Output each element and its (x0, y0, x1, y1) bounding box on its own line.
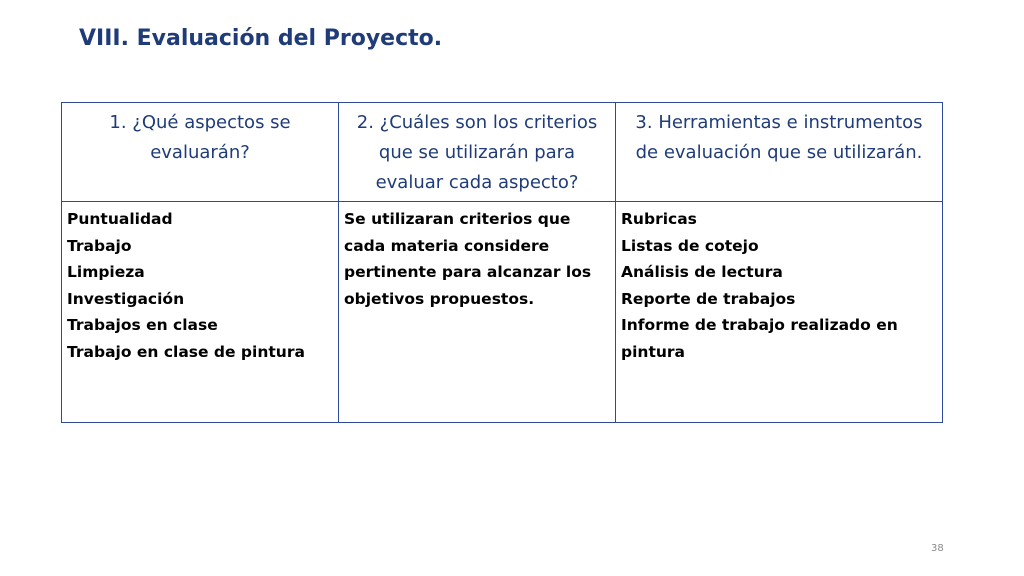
tools-cell (616, 202, 943, 423)
list-item: Análisis de lectura (621, 263, 783, 282)
aspects-list (62, 202, 338, 366)
slide-title: VIII. Evaluación del Proyecto. (79, 26, 443, 51)
table-header-row (62, 103, 943, 202)
criteria-cell (339, 202, 616, 423)
aspects-cell (62, 202, 339, 423)
list-item: Reporte de trabajos (621, 289, 796, 308)
header-tools-label: 3. Herramientas e instrumentos de evaluación que se utilizarán. (635, 112, 923, 163)
list-item: Informe de trabajo realizado en pintura (621, 316, 898, 361)
list-item: Limpieza (67, 263, 145, 282)
list-item: Investigación (67, 289, 185, 308)
page-number: 38 (931, 543, 944, 554)
header-cell-aspects (62, 103, 339, 202)
criteria-text: Se utilizaran criterios que cada materia considere pertinente para alcanzar los objetivos propuestos. (344, 210, 592, 308)
list-item: Trabajo en clase de pintura (67, 342, 305, 361)
tools-list (616, 202, 942, 366)
list-item: Listas de cotejo (621, 236, 759, 255)
table-body-row (62, 202, 943, 423)
header-cell-tools (616, 103, 943, 202)
evaluation-table (61, 102, 943, 423)
list-item: Puntualidad (67, 210, 173, 228)
header-cell-criteria (339, 103, 616, 202)
header-criteria-label: 2. ¿Cuáles son los criterios que se utilizarán para evaluar cada aspecto? (356, 112, 598, 193)
list-item: Rubricas (621, 210, 697, 228)
list-item: Trabajo (67, 236, 132, 255)
header-aspects-label: 1. ¿Qué aspectos se evaluarán? (109, 112, 291, 163)
list-item: Trabajos en clase (67, 316, 218, 335)
